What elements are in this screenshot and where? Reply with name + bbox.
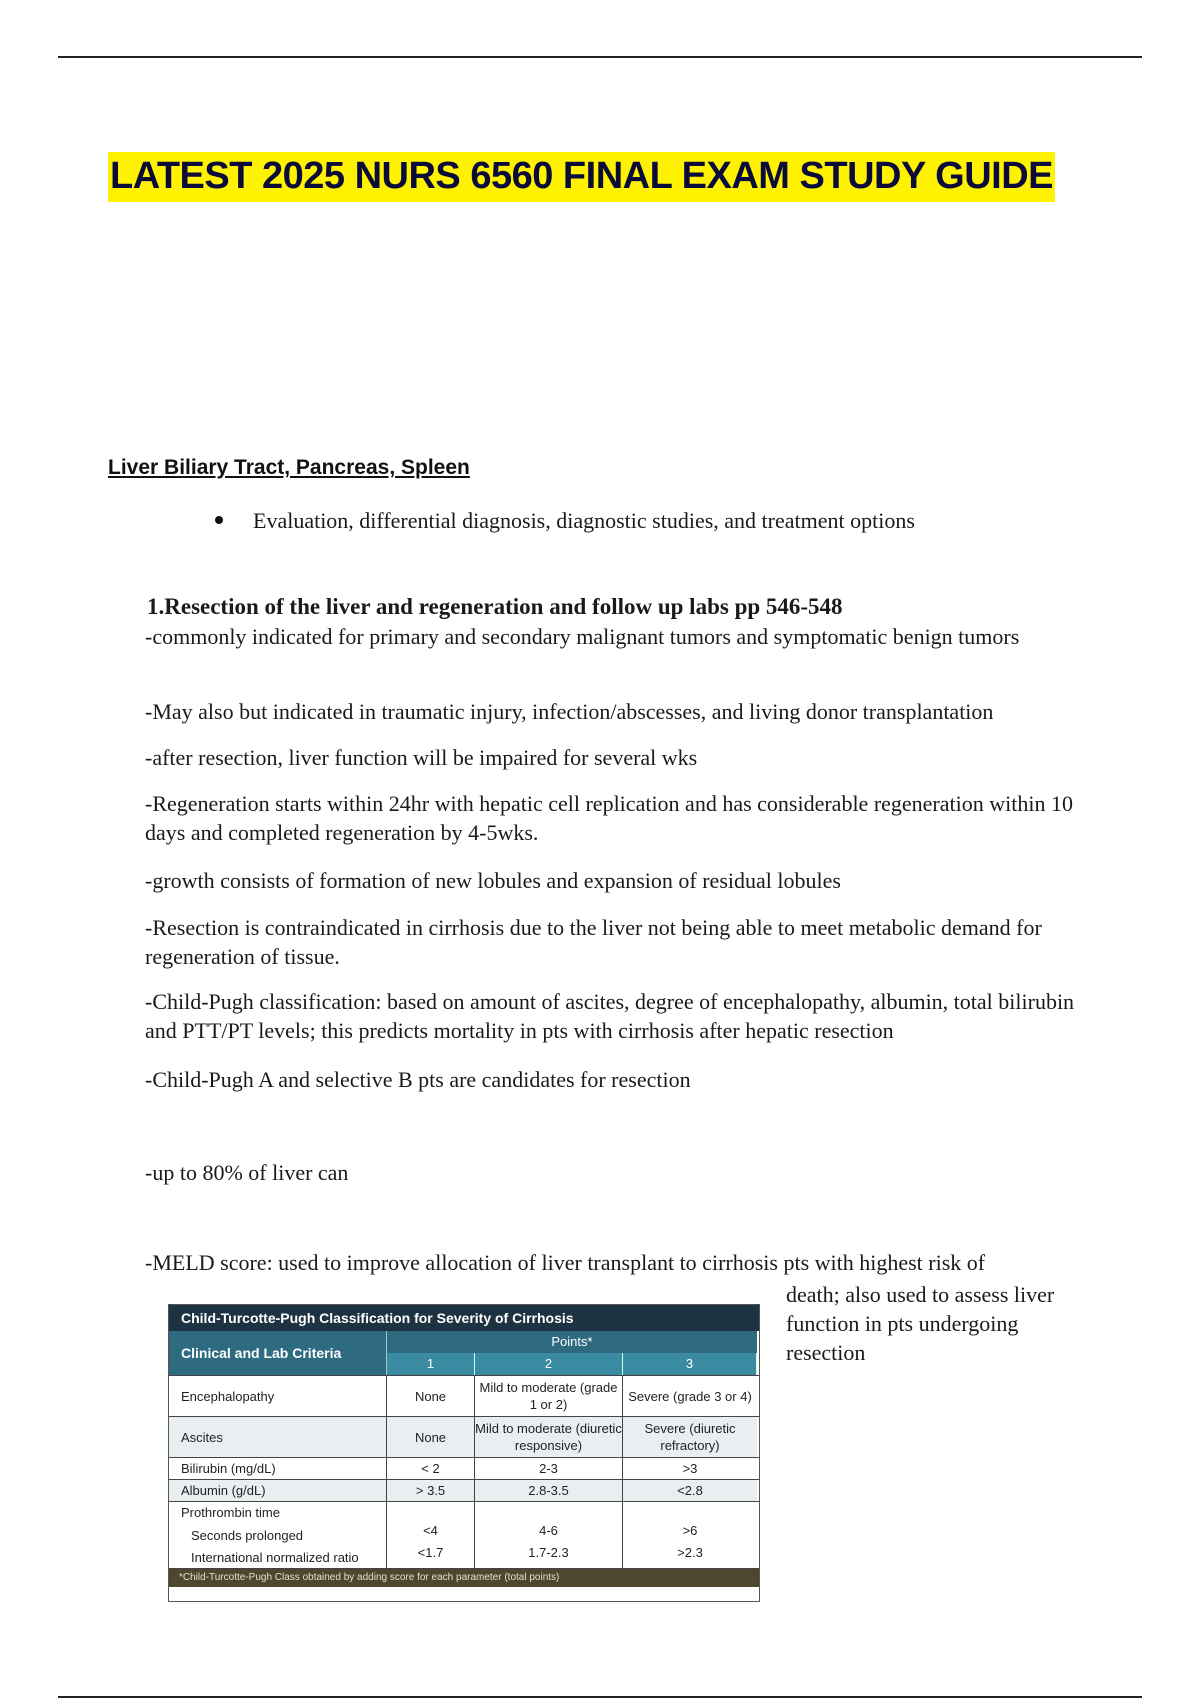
section-heading: Liver Biliary Tract, Pancreas, Spleen bbox=[108, 456, 470, 479]
table-row-bilirubin bbox=[169, 1457, 759, 1479]
meld-paragraph: -MELD score: used to improve allocation of liver transplant to cirrhosis pts with highest risk of bbox=[145, 1250, 986, 1275]
row-label: Ascites bbox=[169, 1417, 387, 1457]
cell: >6 bbox=[682, 1523, 698, 1538]
criteria-header: Clinical and Lab Criteria bbox=[169, 1331, 387, 1375]
bottom-rule bbox=[58, 1696, 1142, 1698]
points-col-1: 1 bbox=[387, 1353, 475, 1375]
paragraph: -after resection, liver function will be impaired for several wks bbox=[145, 745, 698, 770]
paragraph: -Child-Pugh A and selective B pts are candidates for resection bbox=[145, 1067, 691, 1092]
row-label: Bilirubin (mg/dL) bbox=[169, 1458, 387, 1479]
bullet-text: Evaluation, differential diagnosis, diagnostic studies, and treatment options bbox=[253, 508, 915, 533]
cell: <4 bbox=[423, 1523, 438, 1538]
top-rule bbox=[58, 56, 1142, 58]
cell: 2-3 bbox=[475, 1458, 623, 1479]
points-header: Points* bbox=[387, 1331, 757, 1353]
table-footnote: *Child-Turcotte-Pugh Class obtained by adding score for each parameter (total points) bbox=[169, 1568, 759, 1587]
paragraph: -Child-Pugh classification: based on amount of ascites, degree of encephalopathy, albumin, total bilirubin and PTT/PT levels; this predicts mortality in pts with cirrhosis after hepatic resection bbox=[145, 989, 1075, 1043]
points-header-group bbox=[387, 1331, 757, 1375]
points-columns bbox=[387, 1353, 757, 1375]
cell: Mild to moderate (grade 1 or 2) bbox=[475, 1376, 623, 1416]
meld-paragraph-continuation: death; also used to assess liver function in pts undergoing resection bbox=[786, 1282, 1055, 1365]
question-heading: 1.Resection of the liver and regeneration and follow up labs pp 546-548 bbox=[147, 594, 843, 619]
table-row-prothrombin bbox=[169, 1501, 759, 1568]
cell: Severe (grade 3 or 4) bbox=[628, 1388, 752, 1404]
points-col-2: 2 bbox=[475, 1353, 623, 1375]
paragraph: -May also but indicated in traumatic injury, infection/abscesses, and living donor transplantation bbox=[145, 699, 994, 724]
paragraph: -up to 80% of liver can bbox=[145, 1160, 349, 1185]
table-row-ascites bbox=[169, 1416, 759, 1457]
cell: None bbox=[387, 1417, 475, 1457]
table-row-albumin bbox=[169, 1479, 759, 1501]
paragraph: -growth consists of formation of new lobules and expansion of residual lobules bbox=[145, 868, 841, 893]
cell-group bbox=[387, 1502, 475, 1568]
paragraph: -Regeneration starts within 24hr with hepatic cell replication and has considerable regeneration within 10 days and completed regeneration by 4-5wks. bbox=[145, 791, 1073, 845]
sub-label: Seconds prolonged bbox=[191, 1528, 304, 1543]
cell-group bbox=[623, 1502, 757, 1568]
row-label: Albumin (g/dL) bbox=[169, 1480, 387, 1501]
document-title: LATEST 2025 NURS 6560 FINAL EXAM STUDY GUIDE bbox=[108, 152, 1055, 202]
row-label: Prothrombin time bbox=[181, 1505, 280, 1520]
cell: Severe (diuretic refractory) bbox=[623, 1417, 757, 1457]
table-title: Child-Turcotte-Pugh Classification for Severity of Cirrhosis bbox=[169, 1305, 759, 1331]
cell: None bbox=[387, 1376, 475, 1416]
cell: < 2 bbox=[387, 1458, 475, 1479]
points-col-3: 3 bbox=[623, 1353, 757, 1375]
row-label-group bbox=[169, 1502, 387, 1568]
bullet-list bbox=[215, 508, 915, 534]
cell: > 3.5 bbox=[387, 1480, 475, 1501]
cell: >2.3 bbox=[677, 1545, 703, 1560]
cell: >3 bbox=[682, 1461, 698, 1476]
child-pugh-table bbox=[168, 1304, 760, 1602]
cell: 2.8-3.5 bbox=[475, 1480, 623, 1501]
cell: <2.8 bbox=[623, 1480, 757, 1501]
row-label: Encephalopathy bbox=[169, 1376, 387, 1416]
cell: Mild to moderate (diuretic responsive) bbox=[475, 1417, 623, 1457]
paragraph: -commonly indicated for primary and secondary malignant tumors and symptomatic benign tumors bbox=[145, 624, 1020, 649]
cell: <1.7 bbox=[417, 1545, 444, 1560]
cell-group bbox=[475, 1502, 623, 1568]
cell: 4-6 bbox=[539, 1523, 558, 1538]
bullet-icon bbox=[215, 516, 223, 524]
sub-label: International normalized ratio bbox=[191, 1550, 359, 1565]
bullet-item bbox=[215, 508, 915, 534]
paragraph: -Resection is contraindicated in cirrhosis due to the liver not being able to meet metabolic demand for regeneration of tissue. bbox=[145, 915, 1042, 969]
cell: 1.7-2.3 bbox=[528, 1545, 569, 1560]
table-row-encephalopathy bbox=[169, 1375, 759, 1416]
table-header bbox=[169, 1331, 759, 1375]
